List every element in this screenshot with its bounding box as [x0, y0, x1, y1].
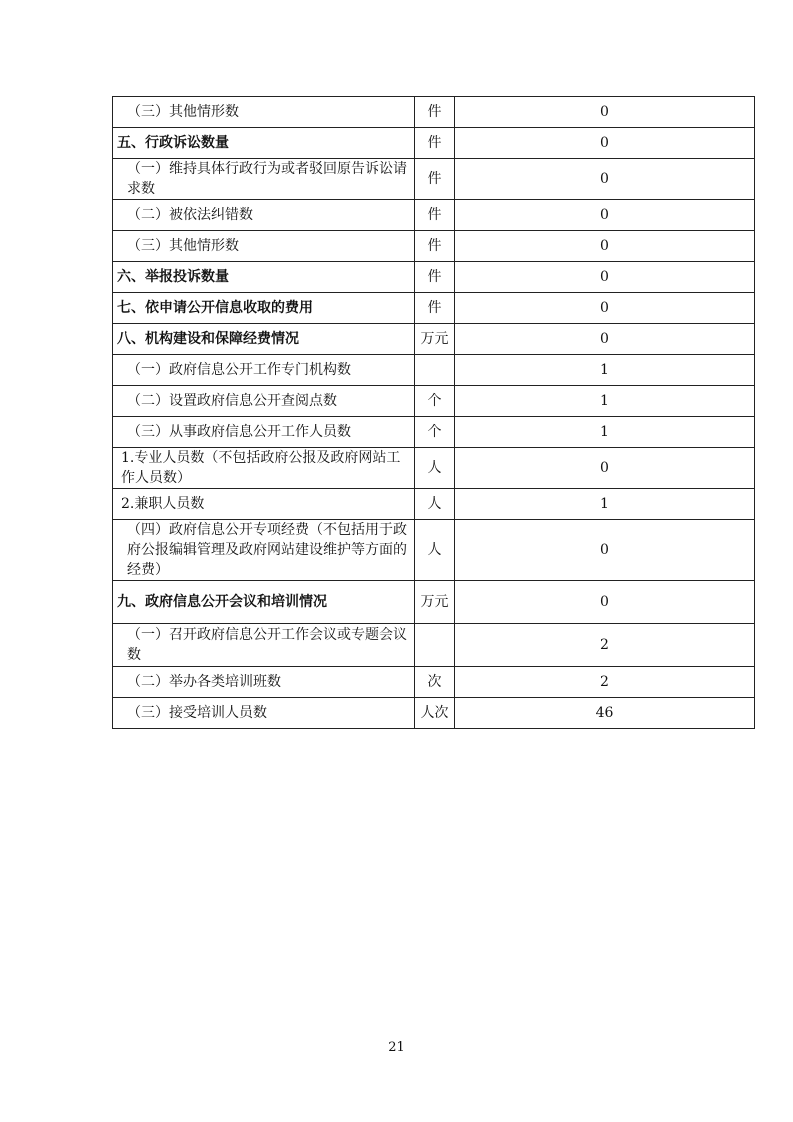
row-item: （四）政府信息公开专项经费（不包括用于政府公报编辑管理及政府网站建设维护等方面的经费） — [113, 520, 415, 581]
page-number: 21 — [388, 1040, 405, 1055]
row-value: 0 — [455, 324, 755, 355]
row-value: 0 — [455, 520, 755, 581]
row-item: 五、行政诉讼数量 — [113, 128, 415, 159]
row-unit: 人 — [415, 489, 455, 520]
row-unit: 万元 — [415, 324, 455, 355]
row-value: 46 — [455, 698, 755, 729]
row-unit: 件 — [415, 262, 455, 293]
table-row — [113, 448, 755, 489]
row-unit: 件 — [415, 231, 455, 262]
table-row — [113, 324, 755, 355]
row-unit: 人次 — [415, 698, 455, 729]
row-value: 2 — [455, 624, 755, 667]
row-item: （一）召开政府信息公开工作会议或专题会议数 — [113, 624, 415, 667]
row-item: （二）设置政府信息公开查阅点数 — [113, 386, 415, 417]
row-value: 0 — [455, 200, 755, 231]
table-row — [113, 355, 755, 386]
row-unit: 件 — [415, 200, 455, 231]
row-unit: 件 — [415, 293, 455, 324]
table-row — [113, 581, 755, 624]
row-item: （三）其他情形数 — [113, 231, 415, 262]
row-unit — [415, 355, 455, 386]
row-value: 1 — [455, 386, 755, 417]
row-item: 1.专业人员数（不包括政府公报及政府网站工作人员数） — [113, 448, 415, 489]
row-value: 0 — [455, 159, 755, 200]
row-unit — [415, 624, 455, 667]
table-row — [113, 97, 755, 128]
row-value: 0 — [455, 581, 755, 624]
row-unit: 万元 — [415, 581, 455, 624]
row-value: 0 — [455, 262, 755, 293]
row-item: （一）政府信息公开工作专门机构数 — [113, 355, 415, 386]
statistics-table — [112, 96, 755, 729]
row-unit: 次 — [415, 667, 455, 698]
table-row — [113, 489, 755, 520]
row-value: 0 — [455, 128, 755, 159]
row-unit: 个 — [415, 386, 455, 417]
row-item: （三）其他情形数 — [113, 97, 415, 128]
row-item: （二）被依法纠错数 — [113, 200, 415, 231]
row-value: 2 — [455, 667, 755, 698]
table-row — [113, 293, 755, 324]
row-value: 0 — [455, 97, 755, 128]
table-row — [113, 520, 755, 581]
row-unit: 个 — [415, 417, 455, 448]
row-item: 八、机构建设和保障经费情况 — [113, 324, 415, 355]
row-unit: 件 — [415, 128, 455, 159]
row-item: 六、举报投诉数量 — [113, 262, 415, 293]
row-item: （三）接受培训人员数 — [113, 698, 415, 729]
row-unit: 件 — [415, 97, 455, 128]
row-unit: 人 — [415, 448, 455, 489]
row-item: （一）维持具体行政行为或者驳回原告诉讼请求数 — [113, 159, 415, 200]
row-item: （三）从事政府信息公开工作人员数 — [113, 417, 415, 448]
table-row — [113, 667, 755, 698]
table-row — [113, 231, 755, 262]
row-item: 2.兼职人员数 — [113, 489, 415, 520]
row-value: 1 — [455, 489, 755, 520]
row-value: 1 — [455, 417, 755, 448]
row-value: 0 — [455, 448, 755, 489]
row-item: （二）举办各类培训班数 — [113, 667, 415, 698]
table-row — [113, 159, 755, 200]
row-value: 0 — [455, 231, 755, 262]
row-unit: 件 — [415, 159, 455, 200]
row-item: 九、政府信息公开会议和培训情况 — [113, 581, 415, 624]
table-row — [113, 200, 755, 231]
table-row — [113, 128, 755, 159]
table-row — [113, 417, 755, 448]
table-row — [113, 386, 755, 417]
table-row — [113, 698, 755, 729]
table-row — [113, 262, 755, 293]
row-item: 七、依申请公开信息收取的费用 — [113, 293, 415, 324]
row-unit: 人 — [415, 520, 455, 581]
row-value: 0 — [455, 293, 755, 324]
row-value: 1 — [455, 355, 755, 386]
table-row — [113, 624, 755, 667]
